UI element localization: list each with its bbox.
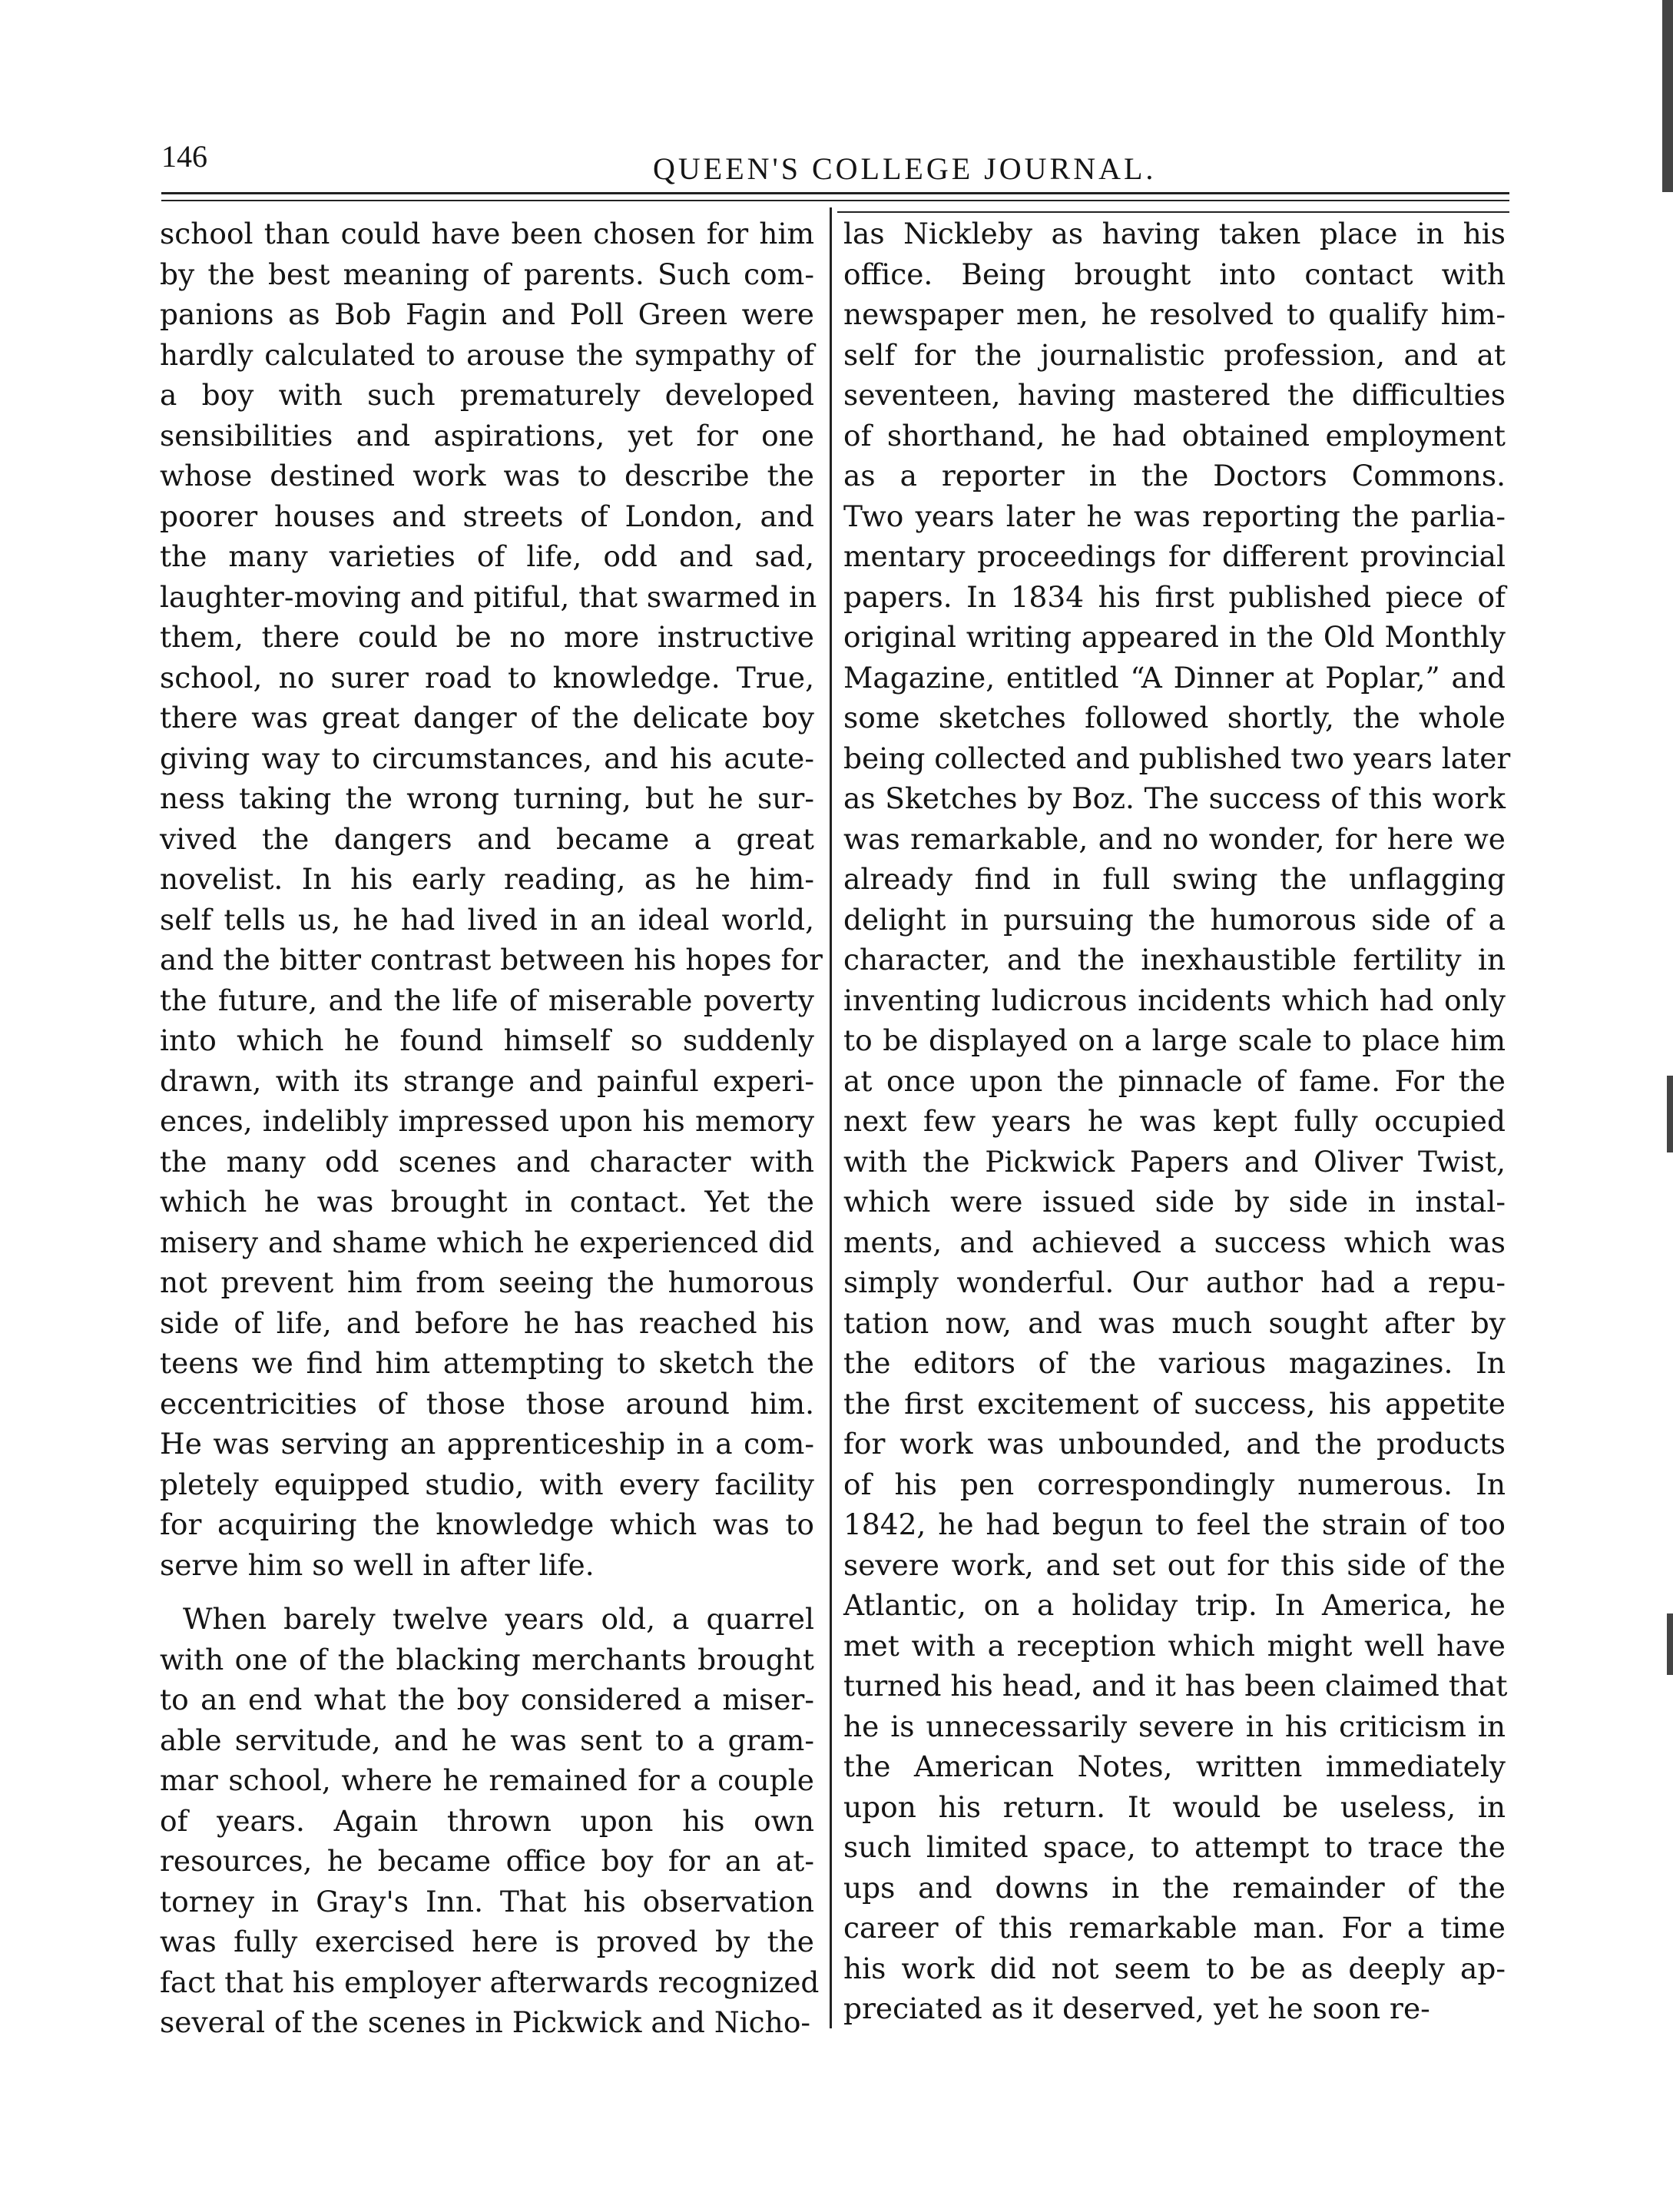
text-line: laughter-moving and pitiful, that swarmed in (160, 579, 817, 614)
text-line: panions as Bob Fagin and Poll Green were (160, 297, 814, 331)
text-line: resources, he became office boy for an at- (160, 1844, 814, 1878)
text-line: tation now, and was much sought after by (843, 1305, 1506, 1340)
text-line: already find in full swing the unflagging (843, 862, 1506, 896)
header-rule (161, 192, 1509, 194)
text-line: a boy with such prematurely developed (160, 378, 814, 412)
text-line: career of this remarkable man. For a time (843, 1911, 1506, 1945)
text-line: fact that his employer afterwards recognized (160, 1965, 820, 1999)
text-line: ness taking the wrong turning, but he sur- (160, 781, 814, 815)
text-line: giving way to circumstances, and his acute- (160, 741, 814, 775)
text-line: whose destined work was to describe the (160, 459, 814, 492)
scan-edge-mark (1662, 0, 1673, 192)
text-line: next few years he was kept fully occupied (843, 1104, 1506, 1138)
text-line: severe work, and set out for this side of the (843, 1547, 1506, 1582)
text-line: his work did not seem to be as deeply ap- (843, 1951, 1506, 1985)
text-line: las Nickleby as having taken place in his (843, 217, 1506, 250)
text-line: seventeen, having mastered the difficulties (843, 378, 1506, 412)
text-line: ups and downs in the remainder of the (843, 1870, 1506, 1905)
text-line: as Sketches by Boz. The success of this work (843, 781, 1506, 815)
text-line: met with a reception which might well have (843, 1628, 1506, 1663)
text-line: papers. In 1834 his first published piece of (843, 579, 1506, 614)
text-line: preciated as it deserved, yet he soon re- (843, 1991, 1430, 2025)
text-line: misery and shame which he experienced did (160, 1225, 814, 1259)
text-line: sensibilities and aspirations, yet for one (160, 418, 814, 453)
text-line: not prevent him from seeing the humorous (160, 1265, 814, 1299)
text-line: the editors of the various magazines. In (843, 1346, 1506, 1380)
text-line: self for the journalistic profession, and at (843, 337, 1506, 372)
text-line: the American Notes, written immediately (843, 1749, 1506, 1783)
paragraph (160, 1599, 820, 2043)
text-line: the first excitement of success, his appetite (843, 1386, 1506, 1421)
text-line: as a reporter in the Doctors Commons. (843, 459, 1506, 492)
text-line: ences, indelibly impressed upon his memory (160, 1104, 814, 1138)
text-line: ments, and achieved a success which was (843, 1225, 1506, 1259)
text-line: school, no surer road to knowledge. True, (160, 660, 814, 695)
scan-edge-mark (1667, 1613, 1673, 1675)
paragraph (843, 214, 1511, 2029)
text-line: Atlantic, on a holiday trip. In America, he (843, 1588, 1506, 1622)
text-line: Two years later he was reporting the parlia- (843, 499, 1506, 533)
text-line: and the bitter contrast between his hopes for (160, 943, 823, 977)
text-line: there was great danger of the delicate boy (160, 701, 814, 735)
right-column (843, 214, 1511, 2029)
text-line: mentary proceedings for different provincial (843, 539, 1506, 573)
text-line: drawn, with its strange and painful experi- (160, 1063, 814, 1098)
text-line: for acquiring the knowledge which was to (160, 1507, 814, 1541)
text-line: of his pen correspondingly numerous. In (843, 1467, 1506, 1501)
text-line: vived the dangers and became a great (160, 821, 814, 856)
text-line: side of life, and before he has reached his (160, 1305, 814, 1340)
text-line: pletely equipped studio, with every facility (160, 1467, 814, 1501)
text-line: He was serving an apprenticeship in a com- (160, 1427, 814, 1461)
text-line: at once upon the pinnacle of fame. For the (843, 1063, 1506, 1098)
text-line: them, there could be no more instructive (160, 620, 814, 654)
text-line: of years. Again thrown upon his own (160, 1803, 814, 1838)
text-line: was remarkable, and no wonder, for here we (843, 821, 1506, 856)
text-line: of shorthand, he had obtained employment (843, 418, 1506, 453)
text-line: turned his head, and it has been claimed that (843, 1669, 1508, 1703)
text-line: character, and the inexhaustible fertility in (843, 943, 1506, 977)
scan-edge-mark (1667, 1076, 1673, 1152)
text-line: the many odd scenes and character with (160, 1144, 814, 1179)
paragraph (160, 214, 823, 1585)
text-line: several of the scenes in Pickwick and Nicho- (160, 2005, 811, 2039)
text-line: hardly calculated to arouse the sympathy of (160, 337, 814, 372)
text-line: 1842, he had begun to feel the strain of too (843, 1507, 1506, 1541)
paragraph-gap (160, 1585, 814, 1599)
text-line: with the Pickwick Papers and Oliver Twist, (843, 1144, 1506, 1179)
text-line: into which he found himself so suddenly (160, 1023, 814, 1057)
text-line: some sketches followed shortly, the whole (843, 701, 1506, 735)
text-line: newspaper men, he resolved to qualify him- (843, 297, 1506, 331)
text-line: upon his return. It would be useless, in (843, 1789, 1506, 1824)
left-column (160, 214, 823, 2043)
journal-title: QUEEN'S COLLEGE JOURNAL. (653, 151, 1157, 186)
text-line: novelist. In his early reading, as he him- (160, 862, 814, 896)
text-line: original writing appeared in the Old Monthly (843, 620, 1506, 654)
text-line: serve him so well in after life. (160, 1547, 595, 1582)
text-line: torney in Gray's Inn. That his observation (160, 1884, 814, 1919)
text-line: inventing ludicrous incidents which had only (843, 983, 1506, 1017)
text-line: When barely twelve years old, a quarrel (183, 1602, 814, 1636)
text-line: delight in pursuing the humorous side of a (843, 902, 1506, 937)
text-line: the future, and the life of miserable poverty (160, 983, 814, 1017)
text-line: office. Being brought into contact with (843, 257, 1506, 291)
text-line: the many varieties of life, odd and sad, (160, 539, 814, 573)
text-line: to be displayed on a large scale to place him (843, 1023, 1506, 1057)
page-number: 146 (161, 139, 207, 174)
text-line: which were issued side by side in instal- (843, 1185, 1506, 1219)
text-line: was fully exercised here is proved by the (160, 1925, 814, 1958)
text-line: school than could have been chosen for him (160, 217, 814, 250)
text-line: which he was brought in contact. Yet the (160, 1185, 814, 1219)
text-line: simply wonderful. Our author had a repu- (843, 1265, 1506, 1299)
column-divider (830, 207, 832, 2028)
text-line: able servitude, and he was sent to a gram- (160, 1723, 814, 1757)
text-line: with one of the blacking merchants brought (160, 1642, 814, 1676)
text-line: such limited space, to attempt to trace the (843, 1830, 1506, 1864)
text-line: mar school, where he remained for a couple (160, 1763, 814, 1797)
text-line: poorer houses and streets of London, and (160, 499, 814, 533)
text-line: being collected and published two years later (843, 741, 1511, 775)
header-rule (837, 211, 1509, 213)
text-line: for work was unbounded, and the products (843, 1427, 1506, 1461)
text-line: to an end what the boy considered a miser- (160, 1683, 814, 1716)
text-line: teens we find him attempting to sketch the (160, 1346, 814, 1380)
text-line: by the best meaning of parents. Such com- (160, 257, 814, 291)
text-line: self tells us, he had lived in an ideal world, (160, 902, 814, 937)
header-rule (161, 200, 1509, 201)
text-line: Magazine, entitled “A Dinner at Poplar,” and (843, 660, 1506, 695)
text-line: he is unnecessarily severe in his criticism in (843, 1709, 1506, 1743)
text-line: eccentricities of those those around him. (160, 1386, 814, 1421)
